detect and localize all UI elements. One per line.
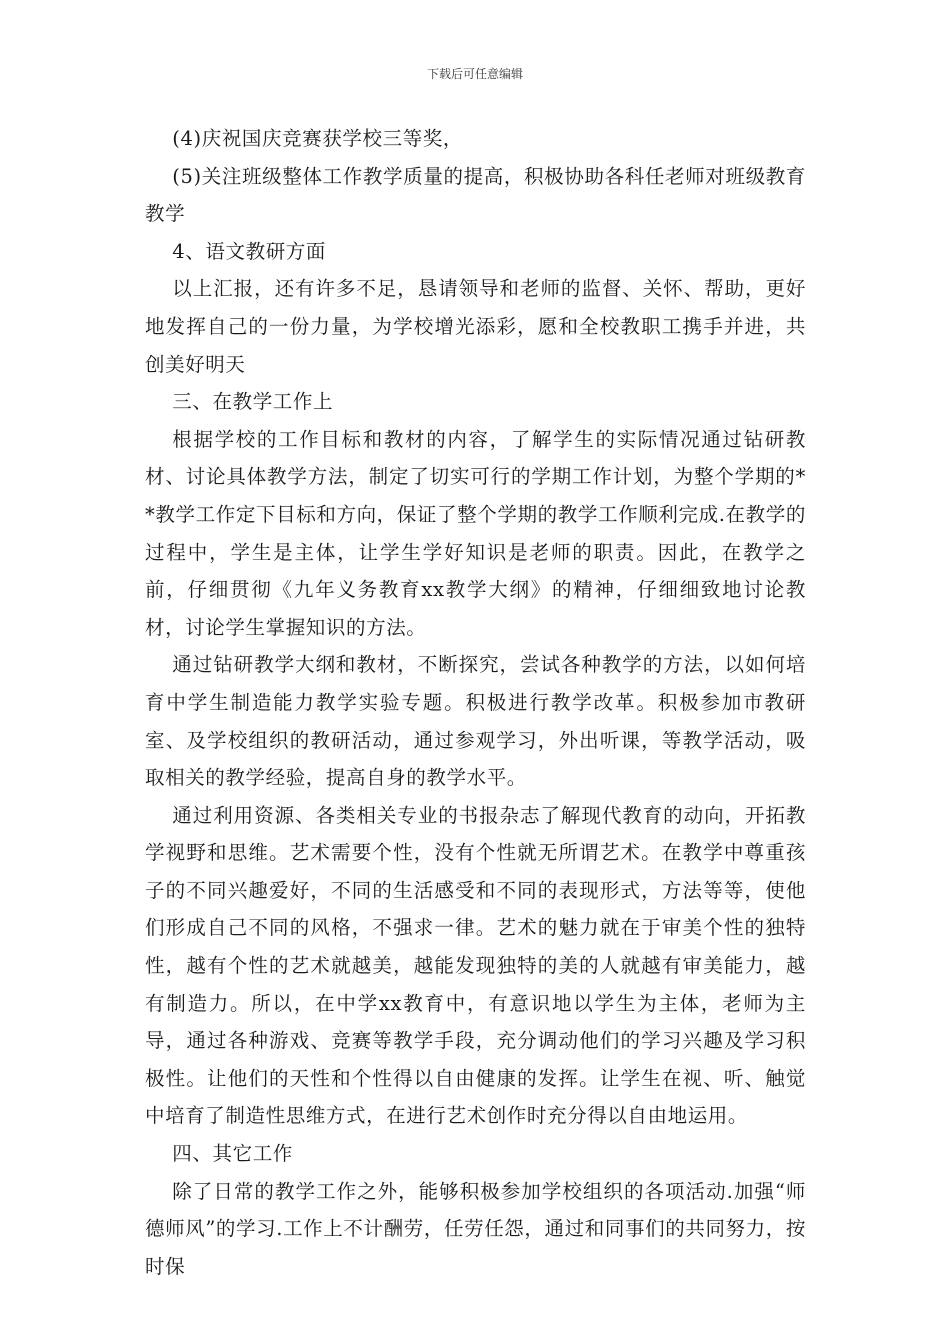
section-heading-other-work: 四、其它工作 <box>172 1142 293 1166</box>
body-paragraph-summary: 以上汇报，还有许多不足，恳请领导和老师的监督、关怀、帮助，更好地发挥自己的一份力量，为学校增光添彩，愿和全校教职工携手并进，共创美好明天 <box>145 277 806 376</box>
page-header: 下载后可任意编辑 <box>426 67 523 81</box>
list-item-class-quality: (5)关注班级整体工作教学质量的提高，积极协助各科任老师对班级教育教学 <box>145 164 806 226</box>
body-paragraph-teaching-plan: 根据学校的工作目标和教材的内容，了解学生的实际情况通过钻研教材、讨论具体教学方法，制定了切实可行的学期工作计划，为整个学期的**教学工作定下目标和方向，保证了整个学期的教学工作顺利完成.在教学的过程中，学生是主体，让学生学好知识是老师的职责。因此，在教学之前，仔细贯彻《九年义务教育xx教学大纲》的精神，仔细细致地讨论教材，讨论学生掌握知识的方法。 <box>145 427 806 639</box>
body-paragraph-art-education: 通过利用资源、各类相关专业的书报杂志了解现代教育的动向，开拓教学视野和思维。艺术需要个性，没有个性就无所谓艺术。在教学中尊重孩子的不同兴趣爱好，不同的生活感受和不同的表现形式，方法等等，使他们形成自己不同的风格，不强求一律。艺术的魅力就在于审美个性的独特性，越有个性的艺术就越美，越能发现独特的美的人就越有审美能力，越有制造力。所以，在中学xx教育中，有意识地以学生为主体，老师为主导，通过各种游戏、竞赛等教学手段，充分调动他们的学习兴趣及学习积极性。让他们的天性和个性得以自由健康的发挥。让学生在视、听、触觉中培育了制造性思维方式，在进行艺术创作时充分得以自由地运用。 <box>145 803 806 1128</box>
list-item-award: (4)庆祝国庆竞赛获学校三等奖， <box>172 127 464 150</box>
body-paragraph-other-activities: 除了日常的教学工作之外，能够积极参加学校组织的各项活动.加强“师德师风”的学习.工作上不计酬劳，任劳任怨，通过和同事们的共同努力，按时保 <box>145 1179 806 1278</box>
section-heading-teaching-work: 三、在教学工作上 <box>172 390 334 414</box>
document-body <box>145 120 806 1285</box>
body-paragraph-teaching-research: 通过钻研教学大纲和教材，不断探究，尝试各种教学的方法，以如何培育中学生制造能力教学实验专题。积极进行教学改革。积极参加市教研室、及学校组织的教研活动，通过参观学习，外出听课，等教学活动，吸取相关的教学经验，提高自身的教学水平。 <box>145 653 806 790</box>
section-heading-chinese-research: 4、语文教研方面 <box>172 239 327 263</box>
